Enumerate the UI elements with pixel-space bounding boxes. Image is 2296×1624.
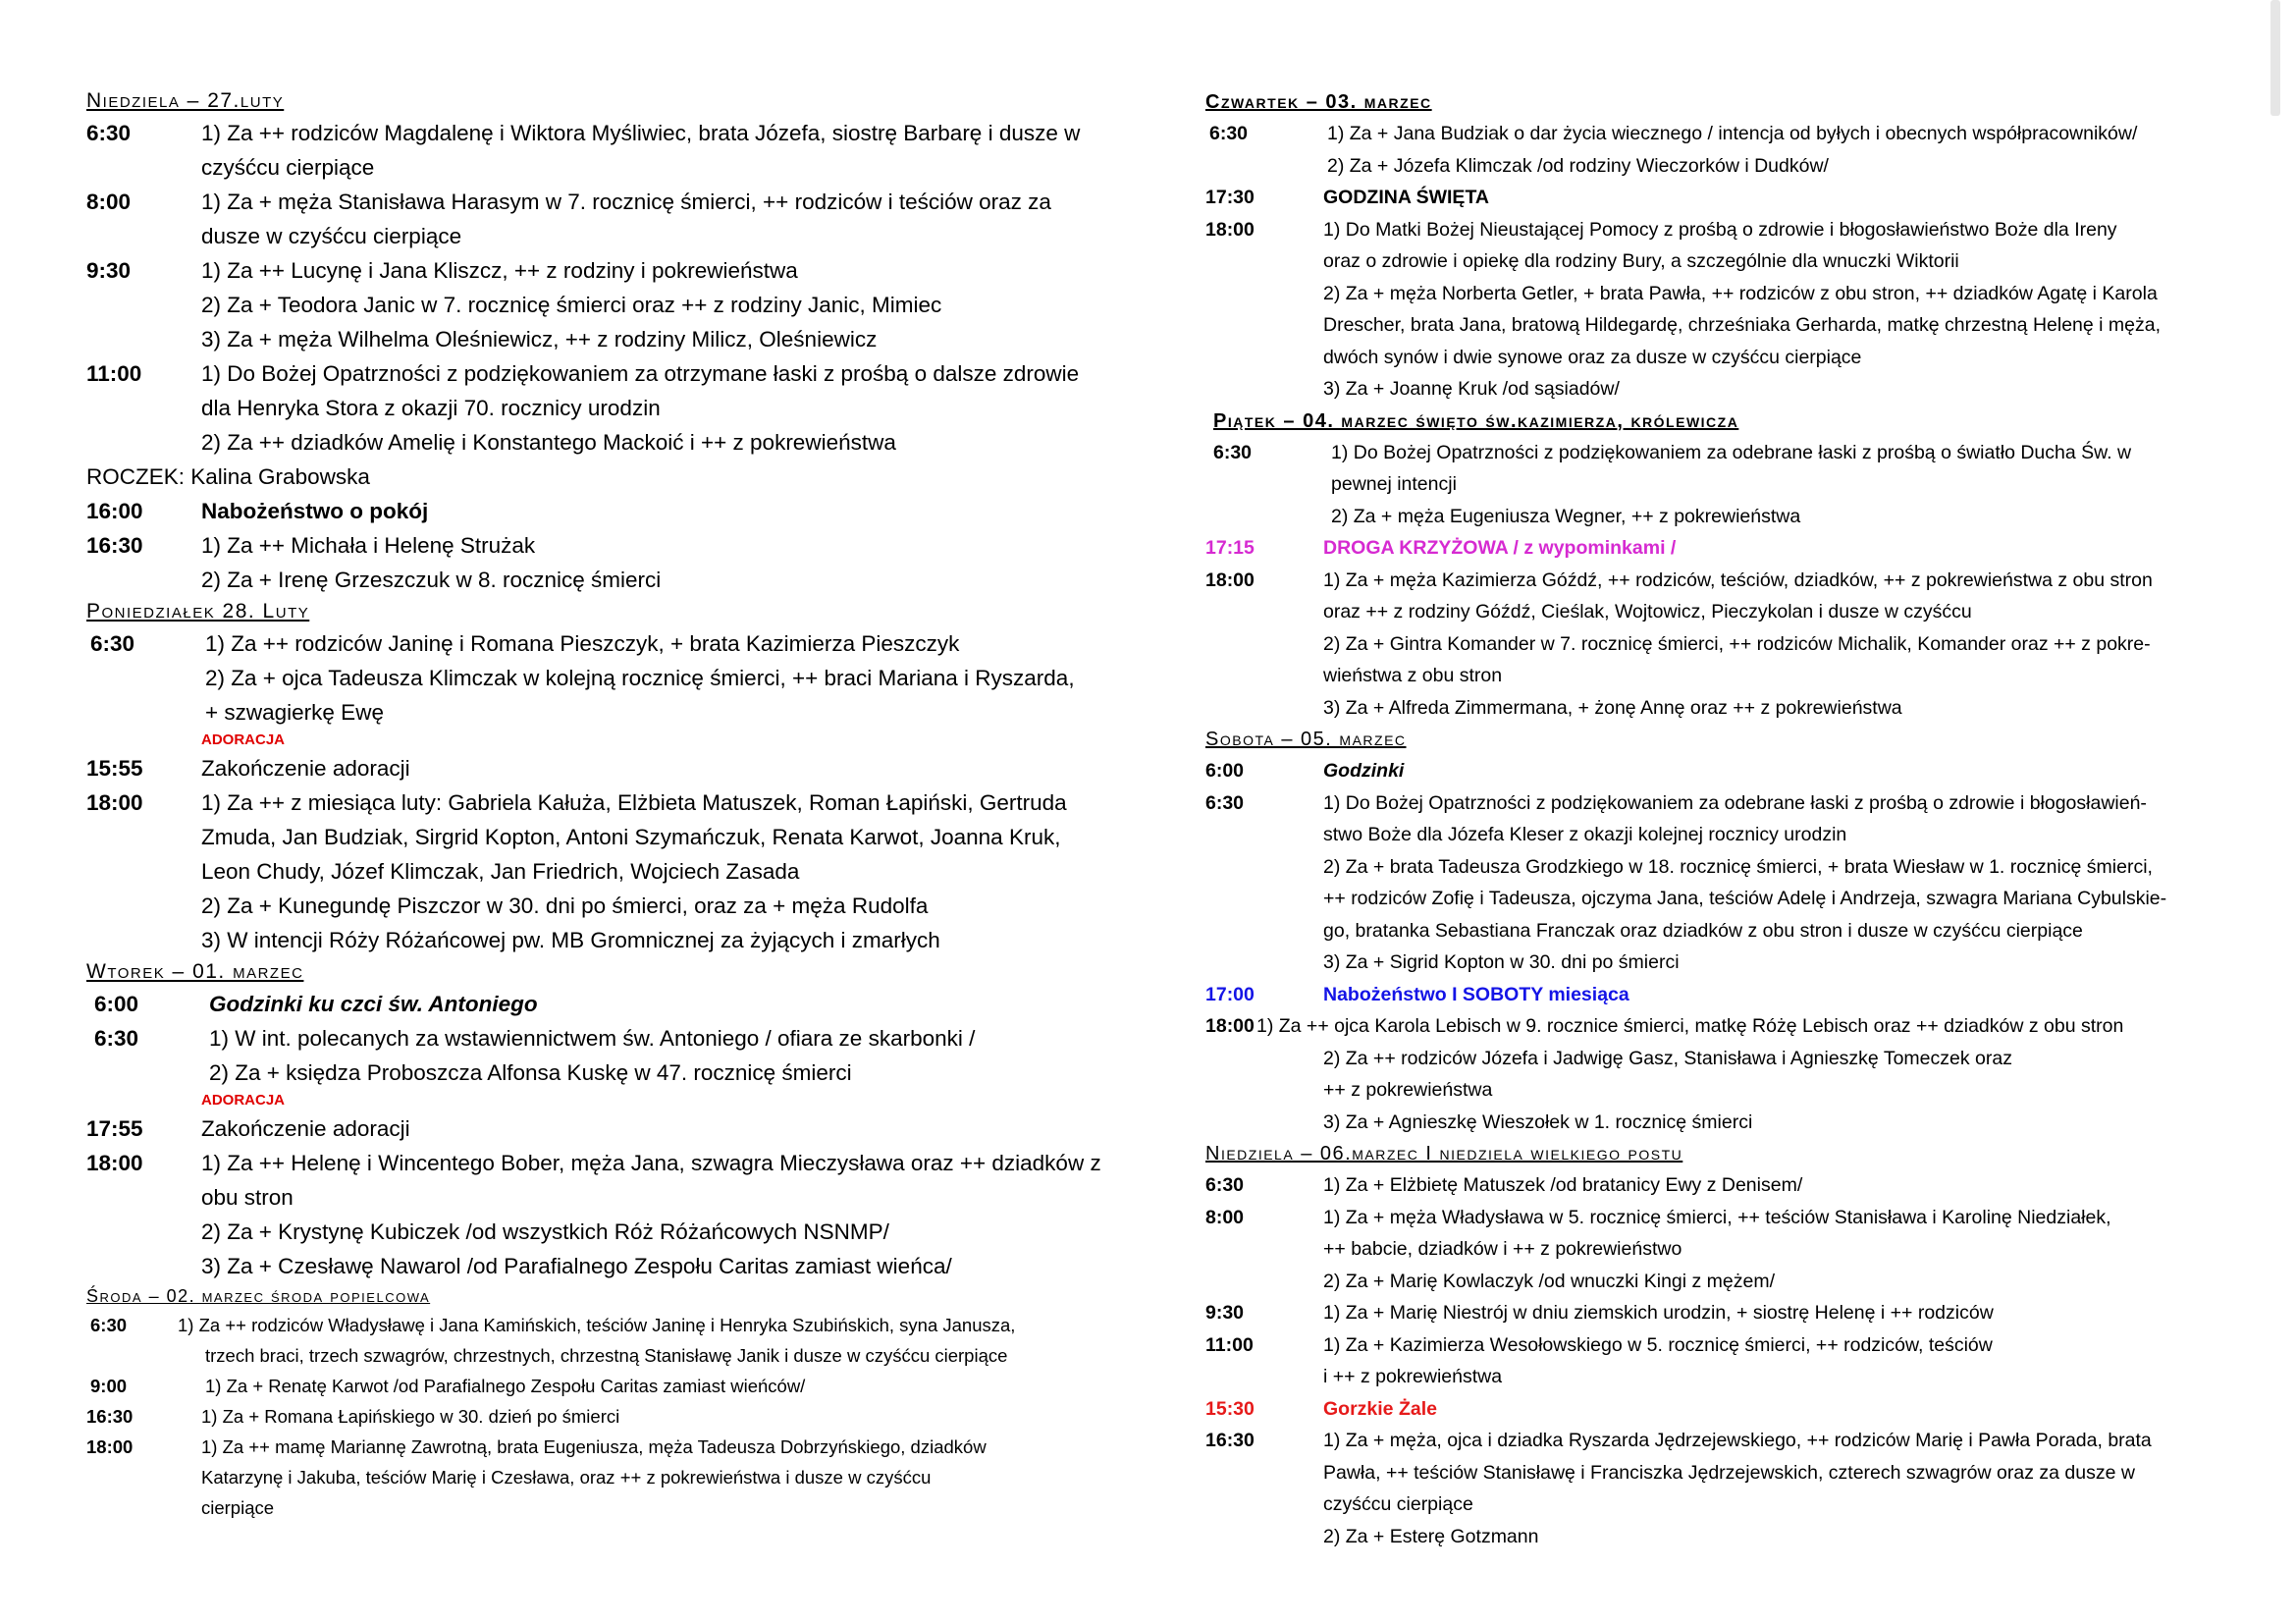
intention-line: 2) Za + ojca Tadeusza Klimczak w kolejną rocznicę śmierci, ++ braci Mariana i Ryszarda, <box>205 666 1075 690</box>
mass-time: 15:30 <box>1205 1397 1255 1420</box>
mass-time: 17:55 <box>86 1116 143 1141</box>
intention-line: 1) Za + męża Władysława w 5. rocznicę śmierci, ++ teściów Stanisława i Karolinę Niedziałek, <box>1323 1206 2111 1228</box>
mass-entry <box>1205 755 2226 787</box>
intention-line: ++ babcie, dziadków i ++ z pokrewieństwo <box>1323 1238 1682 1260</box>
service-title: Nabożeństwo I SOBOTY miesiąca <box>1323 983 1629 1005</box>
mass-time: 6:30 <box>86 121 132 145</box>
mass-time: 9:30 <box>1205 1302 1245 1324</box>
day-heading-saturday-05: Sobota – 05. marzec <box>1205 729 1407 750</box>
mass-time: 6:30 <box>1209 123 1249 144</box>
intention-line: 2) Za + Krystynę Kubiczek /od wszystkich Róż Różańcowych NSNMP/ <box>201 1219 889 1244</box>
intention-line: dla Henryka Stora z okazji 70. rocznicy urodzin <box>201 396 661 420</box>
day-heading-sunday-06: Niedziela – 06.marzec I niedziela wielkiego postu <box>1205 1143 1683 1164</box>
intention-line: 1) Za + Jana Budziak o dar życia wiecznego / intencja od byłych i obecnych współpracowników/ <box>1327 123 2138 144</box>
adoracja-label: ADORACJA <box>201 731 286 748</box>
intention-line: 1) Do Bożej Opatrzności z podziękowaniem za otrzymane łaski z prośbą o dalsze zdrowie <box>201 361 1080 386</box>
mass-time: 6:30 <box>90 631 135 656</box>
mass-entry <box>1205 118 2226 182</box>
intention-line: 1) Za + Romana Łapińskiego w 30. dzień po śmierci <box>201 1406 620 1427</box>
mass-time: 17:30 <box>1205 187 1255 208</box>
mass-entry <box>86 626 1109 730</box>
mass-entry <box>86 116 1109 185</box>
mass-time: 6:30 <box>90 1315 128 1335</box>
intention-line: 1) Do Bożej Opatrzności z podziękowaniem za odebrane łaski z prośbą o światło Ducha Św. w <box>1331 441 2132 463</box>
mass-entry <box>86 1401 1109 1432</box>
mass-time: 6:30 <box>94 1026 139 1051</box>
mass-entry <box>1205 979 2226 1011</box>
intention-line: dusze w czyśćcu cierpiące <box>201 224 462 248</box>
intention-line: 2) Za + księdza Proboszcza Alfonsa Kuskę w 47. rocznicę śmierci <box>209 1060 852 1085</box>
service-title: Godzinki <box>1323 760 1405 782</box>
mass-entry <box>1205 437 2226 533</box>
intention-line: 1) Za + męża Stanisława Harasym w 7. rocznicę śmierci, ++ rodziców i teściów oraz za <box>201 189 1051 214</box>
day-heading-tuesday-01: Wtorek – 01. marzec <box>86 960 304 983</box>
mass-time: 11:00 <box>1205 1333 1254 1356</box>
intention-line: cierpiące <box>201 1497 275 1518</box>
mass-time: 16:30 <box>1205 1430 1255 1451</box>
intention-line: ++ z pokrewieństwa <box>1323 1079 1493 1101</box>
day-heading-wednesday-02: Środa – 02. marzec środa popielcowa <box>86 1286 431 1306</box>
mass-time: 18:00 <box>1205 1015 1255 1037</box>
intention-line: 1) Za ++ Lucynę i Jana Kliszcz, ++ z rodziny i pokrewieństwa <box>201 258 798 283</box>
service-title: Zakończenie adoracji <box>201 756 410 781</box>
mass-time: 18:00 <box>1205 568 1255 591</box>
intention-line: 3) Za + męża Wilhelma Oleśniewicz, ++ z rodziny Milicz, Oleśniewicz <box>201 327 878 352</box>
mass-entry <box>86 1146 1109 1283</box>
intention-line: 1) Za + Kazimierza Wesołowskiego w 5. rocznicę śmierci, ++ rodziców, teściów <box>1323 1333 1993 1356</box>
day-heading-thursday-03: Czwartek – 03. marzec <box>1205 91 1432 113</box>
intention-line: trzech braci, trzech szwagrów, chrzestnych, chrzestną Stanisławę Janik i dusze w czyśćcu cierpiące <box>205 1345 1008 1366</box>
mass-entry <box>1205 1297 2226 1329</box>
intention-line: + szwagierkę Ewę <box>205 700 384 725</box>
mass-time: 17:00 <box>1205 983 1255 1005</box>
mass-time: 6:00 <box>1205 760 1245 782</box>
mass-time: 8:00 <box>1205 1206 1245 1228</box>
intention-line: Zmuda, Jan Budziak, Sirgrid Kopton, Antoni Szymańczuk, Renata Karwot, Joanna Kruk, <box>201 825 1061 849</box>
mass-time: 18:00 <box>1205 218 1255 241</box>
intention-line: 2) Za + Kunegundę Piszczor w 30. dni po śmierci, oraz za + męża Rudolfa <box>201 893 929 918</box>
mass-entry <box>86 1432 1109 1523</box>
mass-entry <box>1205 1169 2226 1202</box>
roczek-note: ROCZEK: Kalina Grabowska <box>86 464 370 489</box>
service-title: Gorzkie Żale <box>1323 1397 1437 1420</box>
intention-line: 3) Za + Czesławę Nawarol /od Parafialnego Zespołu Caritas zamiast wieńca/ <box>201 1254 952 1278</box>
intention-line: 1) Do Matki Bożej Nieustającej Pomocy z prośbą o zdrowie i błogosławieństwo Boże dla Ireny <box>1323 218 2117 241</box>
intention-line: dwóch synów i dwie synowe oraz za dusze w czyśćcu cierpiące <box>1323 346 1862 368</box>
intention-line: 1) Za ++ Michała i Helenę Strużak <box>201 533 536 558</box>
adoracja-row <box>86 730 1109 751</box>
mass-entry <box>86 528 1109 597</box>
mass-time: 9:00 <box>90 1376 128 1396</box>
intention-line: wieństwa z obu stron <box>1323 665 1503 686</box>
mass-entry <box>1205 787 2226 979</box>
service-title: Nabożeństwo o pokój <box>201 499 429 523</box>
intention-line: 1) W int. polecanych za wstawiennictwem św. Antoniego / ofiara ze skarbonki / <box>209 1026 976 1051</box>
mass-entry <box>86 356 1109 460</box>
intention-line: 2) Za ++ dziadków Amelię i Konstantego Mackoić i ++ z pokrewieństwa <box>201 430 896 455</box>
intention-line: 1) Za ++ Helenę i Wincentego Bober, męża Jana, szwagra Mieczysława oraz ++ dziadków z <box>201 1151 1101 1175</box>
day-heading-monday-28: Poniedziałek 28. Luty <box>86 600 310 623</box>
intention-line: pewnej intencji <box>1331 473 1457 495</box>
intention-line: 3) Za + Joannę Kruk /od sąsiadów/ <box>1323 378 1620 400</box>
mass-time: 11:00 <box>86 361 142 386</box>
mass-time: 18:00 <box>86 1151 143 1175</box>
mass-entry <box>1205 1329 2226 1393</box>
day-heading-sunday-27: Niedziela – 27.luty <box>86 89 285 112</box>
intention-line: Drescher, brata Jana, bratową Hildegardę, chrześniaka Gerharda, matkę chrzestną Helenę i męża, <box>1323 314 2162 336</box>
intention-line: ++ rodziców Zofię i Tadeusza, ojczyma Jana, teściów Adelę i Andrzeja, szwagra Mariana Cybulskie- <box>1323 888 2167 909</box>
mass-entry <box>86 185 1109 253</box>
intention-line: i ++ z pokrewieństwa <box>1323 1366 1503 1387</box>
intention-line: 2) Za + męża Norberta Getler, + brata Pawła, ++ rodziców z obu stron, ++ dziadków Agatę i Karola <box>1323 282 2158 304</box>
intention-line: 2) Za + Józefa Klimczak /od rodziny Wieczorków i Dudków/ <box>1327 154 1829 177</box>
mass-entry <box>1205 565 2226 725</box>
service-title: GODZINA ŚWIĘTA <box>1323 187 1489 208</box>
intention-line: 1) Za + Renatę Karwot /od Parafialnego Zespołu Caritas zamiast wieńców/ <box>205 1376 806 1396</box>
adoracja-label: ADORACJA <box>201 1092 286 1109</box>
mass-time: 15:55 <box>86 756 143 781</box>
mass-time: 6:00 <box>94 992 139 1016</box>
mass-entry <box>86 1310 1109 1371</box>
intention-line: obu stron <box>201 1185 294 1210</box>
intention-line: 3) W intencji Róży Różańcowej pw. MB Gromnicznej za żyjących i zmarłych <box>201 928 940 952</box>
intention-line: 1) Za + Marię Niestrój w dniu ziemskich urodzin, + siostrę Helenę i ++ rodziców <box>1323 1302 1994 1324</box>
mass-entry <box>1205 532 2226 565</box>
intention-line: 2) Za + Gintra Komander w 7. rocznicę śmierci, ++ rodziców Michalik, Komander oraz ++ z pokre- <box>1323 632 2151 655</box>
mass-entry <box>86 785 1109 957</box>
mass-time: 6:30 <box>1213 441 1253 463</box>
mass-time: 18:00 <box>86 1436 133 1457</box>
mass-time: 16:30 <box>86 533 143 558</box>
mass-time: 17:15 <box>1205 537 1255 559</box>
mass-entry <box>1205 214 2226 406</box>
intention-line: 2) Za + Marię Kowlaczyk /od wnuczki Kingi z mężem/ <box>1323 1270 1776 1292</box>
mass-time: 6:30 <box>1205 1174 1245 1196</box>
mass-entry <box>86 751 1109 785</box>
intention-line: 1) Za + Elżbietę Matuszek /od bratanicy Ewy z Denisem/ <box>1323 1174 1803 1196</box>
intention-line: oraz o zdrowie i opiekę dla rodziny Bury, a szczególnie dla wnuczki Wiktorii <box>1323 250 1959 272</box>
intention-line: 1) Za + męża Kazimierza Góźdź, ++ rodziców, teściów, dziadków, ++ z pokrewieństwa z obu stron <box>1323 568 2153 591</box>
intention-line: czyśćcu cierpiące <box>1323 1493 1473 1515</box>
intention-line: 1) Za ++ rodziców Janinę i Romana Pieszczyk, + brata Kazimierza Pieszczyk <box>205 631 960 656</box>
mass-entry <box>1205 1425 2226 1552</box>
intention-line: 2) Za + Esterę Gotzmann <box>1323 1525 1539 1547</box>
intention-line: 2) Za + brata Tadeusza Grodzkiego w 18. rocznicę śmierci, + brata Wiesław w 1. rocznicę śmierci, <box>1323 855 2153 878</box>
mass-entry <box>86 1021 1109 1090</box>
intention-line: Leon Chudy, Józef Klimczak, Jan Friedrich, Wojciech Zasada <box>201 859 800 884</box>
intention-line: 2) Za + Teodora Janic w 7. rocznicę śmierci oraz ++ z rodziny Janic, Mimiec <box>201 293 942 317</box>
service-title: Godzinki ku czci św. Antoniego <box>209 992 538 1016</box>
intention-line: stwo Boże dla Józefa Kleser z okazji kolejnej rocznicy urodzin <box>1323 824 1847 845</box>
service-title: DROGA KRZYŻOWA / z wypominkami / <box>1323 537 1677 559</box>
mass-time: 18:00 <box>86 790 143 815</box>
intention-line: 1) Za ++ z miesiąca luty: Gabriela Kałuża, Elżbieta Matuszek, Roman Łapiński, Gertruda <box>201 790 1067 815</box>
intention-line: 2) Za + męża Eugeniusza Wegner, ++ z pokrewieństwa <box>1331 505 1801 527</box>
intention-line: 2) Za ++ rodziców Józefa i Jadwigę Gasz, Stanisława i Agnieszkę Tomeczek oraz <box>1323 1047 2012 1069</box>
mass-entry <box>1205 1393 2226 1426</box>
intention-line: oraz ++ z rodziny Góźdź, Cieślak, Wojtowicz, Pieczykolan i dusze w czyśćcu <box>1323 601 1972 623</box>
intention-line: 1) Do Bożej Opatrzności z podziękowaniem za odebrane łaski z prośbą o zdrowie i błogosławień- <box>1323 791 2147 814</box>
intention-line: 3) Za + Alfreda Zimmermana, + żonę Annę oraz ++ z pokrewieństwa <box>1323 696 1902 719</box>
intention-line: 2) Za + Irenę Grzeszczuk w 8. rocznicę śmierci <box>201 568 662 592</box>
intention-line: 1) Za ++ rodziców Magdalenę i Wiktora Myśliwiec, brata Józefa, siostrę Barbarę i dusze w <box>201 121 1081 145</box>
mass-entry <box>86 1111 1109 1146</box>
intention-line: Pawła, ++ teściów Stanisławę i Franciszka Jędrzejewskich, czterech szwagrów oraz za dusze w <box>1323 1461 2135 1484</box>
mass-entry <box>1205 1010 2226 1138</box>
mass-time: 8:00 <box>86 189 132 214</box>
service-title: Zakończenie adoracji <box>201 1116 410 1141</box>
mass-entry <box>86 1371 1109 1401</box>
mass-entry <box>1205 1202 2226 1298</box>
intention-line: 3) Za + Sigrid Kopton w 30. dni po śmierci <box>1323 951 1680 973</box>
mass-entry <box>86 253 1109 356</box>
intention-line: 1) Za ++ rodziców Władysławę i Jana Kamińskich, teściów Janinę i Henryka Szubińskich, syna Janusza, <box>178 1315 1016 1335</box>
intention-line: 1) Za ++ ojca Karola Lebisch w 9. rocznice śmierci, matkę Różę Lebisch oraz ++ dziadków z obu stron <box>1256 1015 2124 1037</box>
mass-entry <box>86 987 1109 1021</box>
mass-time: 9:30 <box>86 258 132 283</box>
right-column <box>1205 86 2226 1552</box>
adoracja-row <box>86 1090 1109 1111</box>
intention-line: go, bratanka Sebastiana Franczak oraz dziadków z obu stron i dusze w czyśćcu cierpiące <box>1323 919 2083 942</box>
intention-line: czyśćcu cierpiące <box>201 155 375 180</box>
intention-line: 1) Za ++ mamę Mariannę Zawrotną, brata Eugeniusza, męża Tadeusza Dobrzyńskiego, dziadków <box>201 1436 987 1457</box>
scrollbar[interactable] <box>2270 0 2280 116</box>
mass-time: 16:00 <box>86 499 143 523</box>
intention-line: 3) Za + Agnieszkę Wieszołek w 1. rocznicę śmierci <box>1323 1110 1753 1133</box>
left-column <box>86 86 1109 1523</box>
day-heading-friday-04: Piątek – 04. marzec święto św.kazimierza, królewicza <box>1213 409 1739 432</box>
mass-time: 16:30 <box>86 1406 133 1427</box>
mass-entry <box>86 494 1109 528</box>
mass-time: 6:30 <box>1205 791 1245 814</box>
intention-line: Katarzynę i Jakuba, teściów Marię i Czesława, oraz ++ z pokrewieństwa i dusze w czyśćcu <box>201 1467 932 1488</box>
mass-entry <box>1205 182 2226 214</box>
intention-line: 1) Za + męża, ojca i dziadka Ryszarda Jędrzejewskiego, ++ rodziców Marię i Pawła Porada, brata <box>1323 1430 2152 1451</box>
